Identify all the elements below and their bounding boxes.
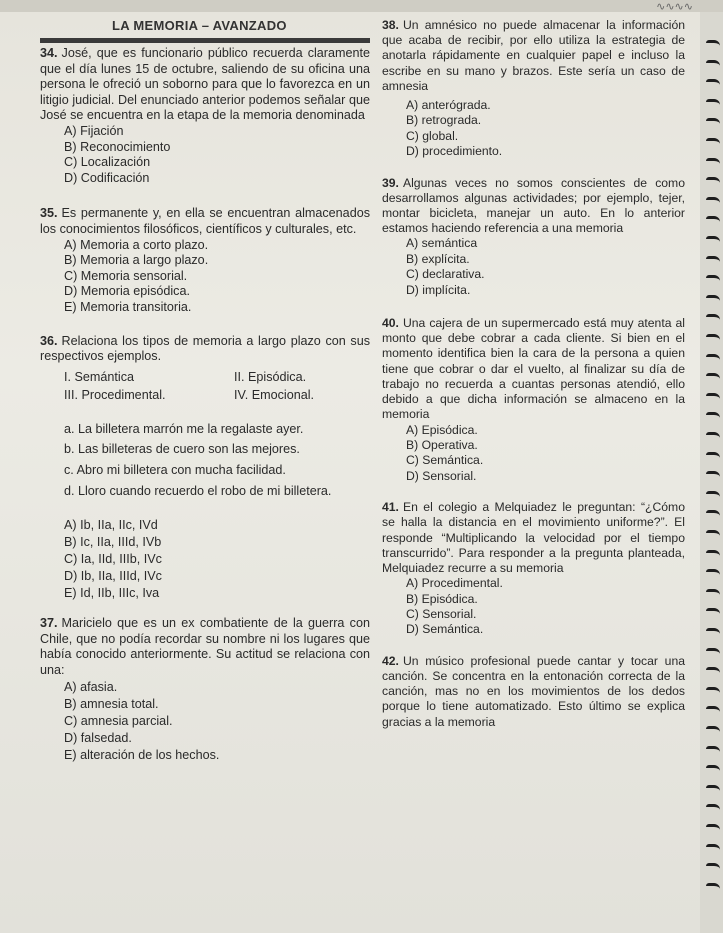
binding-ring <box>706 687 720 697</box>
memory-type-item: II. Episódica. <box>234 369 307 384</box>
question-number: 36. <box>40 333 58 348</box>
binding-ring <box>706 158 720 168</box>
binding-ring <box>706 530 720 540</box>
option-b[interactable]: B) Episódica. <box>406 591 478 606</box>
decorative-wave-icon: ∿∿∿∿ <box>656 0 693 13</box>
binding-ring <box>706 726 720 736</box>
option-e[interactable]: E) alteración de los hechos. <box>64 747 220 762</box>
question-38 <box>382 18 685 160</box>
example-item: c. Abro mi billetera con mucha facilidad. <box>64 463 286 478</box>
memory-type-item: IV. Emocional. <box>234 388 315 403</box>
option-b[interactable]: B) retrograda. <box>406 113 482 128</box>
question-stem: Maricielo que es un ex combatiente de la guerra con Chile, que no podía recordar su nombre ni los lugares que había conocido anteriormente. Su actitud se relaciona con una: <box>40 616 370 678</box>
memory-types-list <box>64 370 370 404</box>
memory-type-item: III. Procedimental. <box>64 388 166 403</box>
option-c[interactable]: C) amnesia parcial. <box>64 713 173 728</box>
question-37 <box>40 616 370 763</box>
binding-ring <box>706 354 720 364</box>
option-d[interactable]: D) Codificación <box>64 170 150 185</box>
option-d[interactable]: D) Ib, IIa, IIId, IVc <box>64 569 162 584</box>
option-a[interactable]: A) Procedimental. <box>406 576 503 591</box>
memory-type-item: I. Semántica <box>64 369 134 384</box>
option-d[interactable]: D) implícita. <box>406 282 471 297</box>
example-item: b. Las billeteras de cuero son las mejores. <box>64 442 300 457</box>
section-header <box>40 14 370 43</box>
question-number: 39. <box>382 175 399 190</box>
question-stem: Un amnésico no puede almacenar la información que acaba de recibir, por ello utiliza la estrategia de anotarla rápidamente en cualquier papel e incluso la escribe en su mano y brazos. Este sería un caso de amnesia <box>382 18 685 93</box>
binding-ring <box>706 491 720 501</box>
binding-ring <box>706 608 720 618</box>
binding-ring <box>706 236 720 246</box>
binding-ring <box>706 550 720 560</box>
binding-ring <box>706 746 720 756</box>
option-e[interactable]: E) Id, IIb, IIIc, Iva <box>64 586 160 601</box>
left-column <box>40 46 370 778</box>
question-stem: José, que es funcionario público recuerda claramente que el día lunes 15 de octubre, saliendo de su oficina una persona le ofreció un soborno para que lo favorezca en un litigio judicial. Del enunciado anterior podemos señalar que José se encuentra en la etapa de la memoria denominada <box>40 46 370 123</box>
question-number: 37. <box>40 616 58 631</box>
option-c[interactable]: C) Memoria sensorial. <box>64 268 188 283</box>
option-d[interactable]: D) Semántica. <box>406 622 484 637</box>
question-36 <box>40 334 370 603</box>
binding-ring <box>706 628 720 638</box>
binding-ring <box>706 824 720 834</box>
binding-ring <box>706 765 720 775</box>
question-40 <box>382 316 685 484</box>
binding-ring <box>706 256 720 266</box>
question-39 <box>382 176 685 298</box>
question-41 <box>382 500 685 638</box>
spiral-binding <box>706 40 720 910</box>
example-item: d. Lloro cuando recuerdo el robo de mi billetera. <box>64 483 332 498</box>
binding-ring <box>706 79 720 89</box>
option-a[interactable]: A) Episódica. <box>406 422 478 437</box>
option-d[interactable]: D) Sensorial. <box>406 468 477 483</box>
question-34 <box>40 46 370 186</box>
binding-ring <box>706 216 720 226</box>
option-d[interactable]: D) falsedad. <box>64 730 132 745</box>
binding-ring <box>706 706 720 716</box>
binding-ring <box>706 60 720 70</box>
binding-ring <box>706 40 720 50</box>
question-number: 42. <box>382 653 399 668</box>
binding-ring <box>706 177 720 187</box>
option-d[interactable]: D) Memoria episódica. <box>64 284 190 299</box>
example-item: a. La billetera marrón me la regalaste ayer. <box>64 421 304 436</box>
binding-ring <box>706 804 720 814</box>
option-b[interactable]: B) Operativa. <box>406 437 478 452</box>
binding-ring <box>706 648 720 658</box>
right-column <box>382 18 685 744</box>
binding-ring <box>706 785 720 795</box>
top-strip <box>0 0 723 12</box>
option-b[interactable]: B) Memoria a largo plazo. <box>64 253 209 268</box>
option-b[interactable]: B) Reconocimiento <box>64 139 171 154</box>
question-stem: Es permanente y, en ella se encuentran almacenados los conocimientos filosóficos, científicos y culturales, etc. <box>40 206 370 236</box>
binding-ring <box>706 197 720 207</box>
question-42 <box>382 654 685 730</box>
binding-ring <box>706 118 720 128</box>
binding-ring <box>706 863 720 873</box>
option-c[interactable]: C) Sensorial. <box>406 606 477 621</box>
examples-list <box>64 422 370 499</box>
question-stem: Relaciona los tipos de memoria a largo plazo con sus respectivos ejemplos. <box>40 333 370 364</box>
binding-ring <box>706 314 720 324</box>
question-number: 41. <box>382 500 399 515</box>
option-a[interactable]: A) Memoria a corto plazo. <box>64 237 209 252</box>
binding-ring <box>706 412 720 422</box>
binding-ring <box>706 452 720 462</box>
option-a[interactable]: A) anterógrada. <box>406 98 491 113</box>
option-c[interactable]: C) declarativa. <box>406 267 485 282</box>
option-c[interactable]: C) Semántica. <box>406 453 484 468</box>
binding-ring <box>706 334 720 344</box>
question-number: 35. <box>40 206 58 221</box>
binding-ring <box>706 393 720 403</box>
binding-ring <box>706 589 720 599</box>
question-number: 34. <box>40 46 58 60</box>
binding-ring <box>706 373 720 383</box>
option-a[interactable]: A) Ib, IIa, IIc, IVd <box>64 518 158 533</box>
question-stem: Algunas veces no somos conscientes de como desarrollamos algunas actividades; por ejemplo, tejer, montar bicicleta, manejar un auto. En lo anterior estamos haciendo referencia a una memoria <box>382 175 685 236</box>
header-title: LA MEMORIA – AVANZADO <box>112 18 287 33</box>
option-e[interactable]: E) Memoria transitoria. <box>64 299 192 314</box>
option-c[interactable]: C) Localización <box>64 155 151 170</box>
question-stem: Un músico profesional puede cantar y tocar una canción. Se concentra en la entonación correcta de la canción, mas no en los movimientos de los dedos porque lo tiene automatizado. Esto último se explica gracias a la memoria <box>382 653 685 729</box>
question-stem: En el colegio a Melquiadez le preguntan: “¿Cómo se halla la distancia en el movimiento uniforme?”. El responde “Multiplicando la velocidad por el tiempo transcurrido”. Para responder a la pregunta planteada, Melquiadez recurre a su memoria <box>382 500 685 575</box>
binding-ring <box>706 432 720 442</box>
option-b[interactable]: B) Ic, IIa, IIId, IVb <box>64 535 162 550</box>
binding-ring <box>706 275 720 285</box>
option-b[interactable]: B) amnesia total. <box>64 696 159 711</box>
option-a[interactable]: A) Fijación <box>64 123 124 138</box>
binding-ring <box>706 667 720 677</box>
option-c[interactable]: C) Ia, IId, IIIb, IVc <box>64 552 162 567</box>
binding-ring <box>706 569 720 579</box>
option-c[interactable]: C) global. <box>406 128 459 143</box>
option-b[interactable]: B) explícita. <box>406 251 470 266</box>
binding-ring <box>706 138 720 148</box>
option-a[interactable]: A) semántica <box>406 236 478 251</box>
question-number: 38. <box>382 18 399 32</box>
question-35 <box>40 206 370 315</box>
binding-ring <box>706 883 720 893</box>
option-d[interactable]: D) procedimiento. <box>406 144 503 159</box>
question-stem: Una cajera de un supermercado está muy atenta al monto que debe cobrar a cada cliente. Si bien en el momento identifica bien la cara de la persona a quien tiene que cobrar o dar el vuelto, al finalizar su día de trabajo no recuerda a cuantas personas atendió, ello debido a que dicha información se almaceno en la memoria <box>382 316 685 422</box>
binding-ring <box>706 295 720 305</box>
binding-ring <box>706 471 720 481</box>
question-number: 40. <box>382 316 399 331</box>
binding-ring <box>706 99 720 109</box>
option-a[interactable]: A) afasia. <box>64 679 118 694</box>
binding-ring <box>706 510 720 520</box>
binding-ring <box>706 844 720 854</box>
